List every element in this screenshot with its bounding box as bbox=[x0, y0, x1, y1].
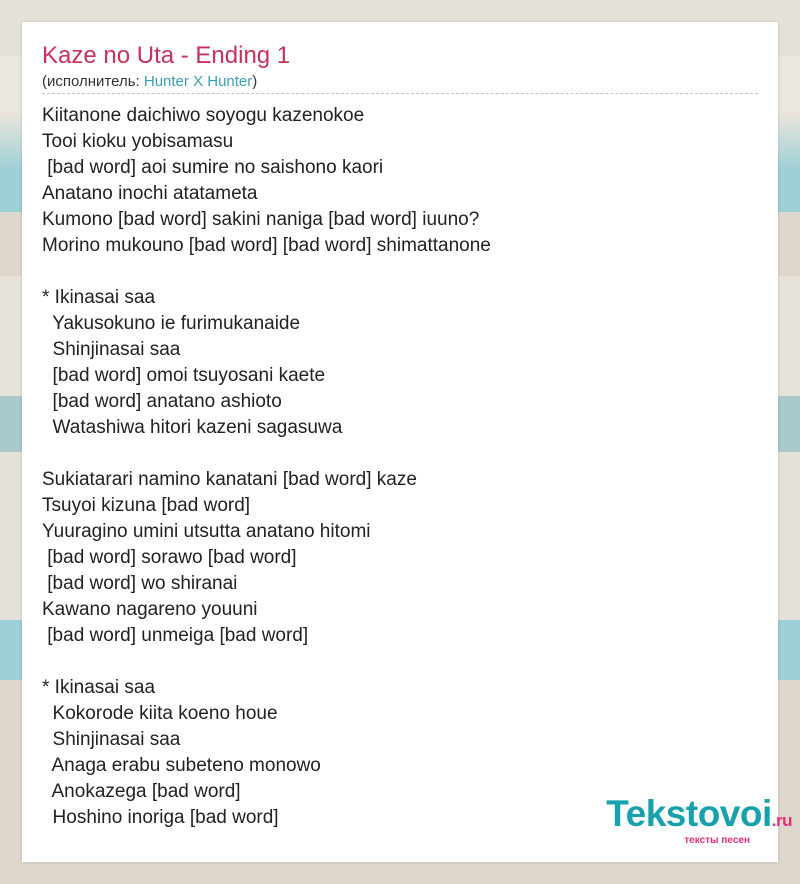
divider bbox=[42, 93, 758, 94]
artist-suffix: ) bbox=[252, 73, 258, 90]
logo-tld: .ru bbox=[771, 811, 792, 830]
artist-line bbox=[42, 73, 257, 90]
logo-wordmark bbox=[606, 794, 792, 841]
site-logo[interactable] bbox=[606, 794, 792, 846]
artist-prefix: (исполнитель: bbox=[42, 73, 144, 90]
artist-link[interactable]: Hunter X Hunter bbox=[143, 73, 253, 90]
logo-main-text: Tekstovoi bbox=[606, 793, 772, 834]
lyrics-text: Kiitanone daichiwo soyogu kazenokoe Tooi kioku yobisamasu [bad word] aoi sumire no saishono kaori Anatano inochi atatameta Kumono [bad word] sakini naniga [bad word] iuuno? Morino mukouno [bad word] [bad word] shimattanone * Ikinasai saa Yakusokuno ie furimukanaide Shinjinasai saa [bad word] omoi tsuyosani kaete [bad word] anatano ashioto Watashiwa hitori kazeni sagasuwa Sukiatarari namino kanatani [bad word] kaze Tsuyoi kizuna [bad word] Yuuragino umini utsutta anatano hitomi [bad word] sorawo [bad word] [bad word] wo shiranai Kawano nagareno youuni [bad word] unmeiga [bad word] * Ikinasai saa Kokorode kiita koeno houe Shinjinasai saa Anaga erabu subeteno monowo Anokazega [bad word] Hoshino inoriga [bad word] bbox=[42, 105, 491, 828]
logo-tagline: тексты песен bbox=[684, 835, 750, 846]
lyrics-card bbox=[22, 22, 778, 862]
song-title: Kaze no Uta - Ending 1 bbox=[42, 42, 291, 69]
